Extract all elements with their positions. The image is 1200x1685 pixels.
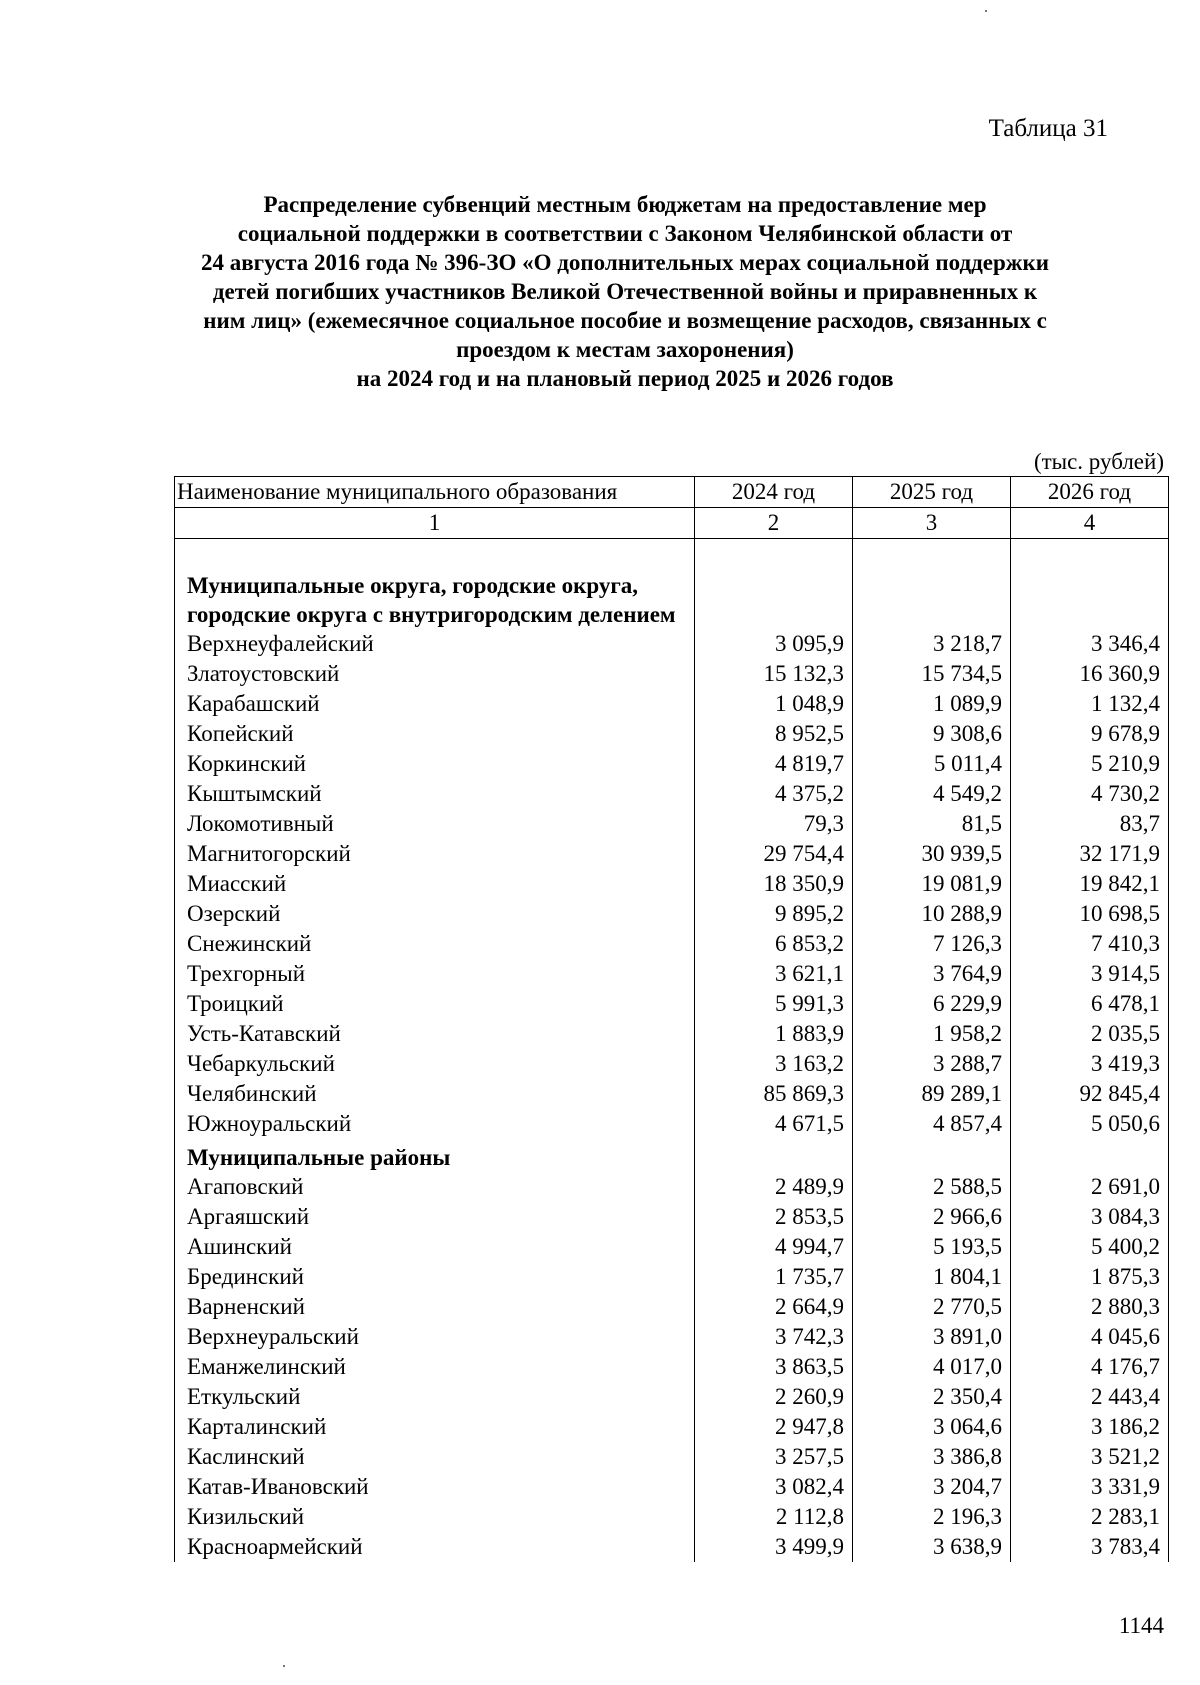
column-number: 3 <box>853 508 1011 539</box>
title-line: проездом к местам захоронения) <box>456 337 794 362</box>
value-2024: 79,3 <box>695 809 853 839</box>
value-2024: 2 489,9 <box>695 1172 853 1202</box>
value-2024: 1 048,9 <box>695 689 853 719</box>
value-2026: 4 730,2 <box>1011 779 1169 809</box>
header-2026: 2026 год <box>1011 477 1169 508</box>
table-row <box>175 1382 1169 1412</box>
table-row <box>175 689 1169 719</box>
value-2025: 6 229,9 <box>853 989 1011 1019</box>
value-2024: 1 883,9 <box>695 1019 853 1049</box>
table-row <box>175 1202 1169 1232</box>
municipality-name: Коркинский <box>175 749 695 779</box>
section-header-row <box>175 1139 1169 1172</box>
value-2024: 3 163,2 <box>695 1049 853 1079</box>
value-2026: 5 400,2 <box>1011 1232 1169 1262</box>
value-2025: 4 017,0 <box>853 1352 1011 1382</box>
value-2026: 3 521,2 <box>1011 1442 1169 1472</box>
table-row <box>175 989 1169 1019</box>
municipality-name: Миасский <box>175 869 695 899</box>
table-number-label: Таблица 31 <box>988 115 1108 142</box>
value-2025: 4 549,2 <box>853 779 1011 809</box>
table-row <box>175 959 1169 989</box>
table-row <box>175 1019 1169 1049</box>
value-2025: 5 011,4 <box>853 749 1011 779</box>
page-number: 1144 <box>1118 1613 1164 1638</box>
value-2024: 3 257,5 <box>695 1442 853 1472</box>
value-2025: 3 386,8 <box>853 1442 1011 1472</box>
value-2024: 4 819,7 <box>695 749 853 779</box>
value-2026: 3 783,4 <box>1011 1532 1169 1562</box>
table-row <box>175 629 1169 659</box>
value-2025: 5 193,5 <box>853 1232 1011 1262</box>
value-2026: 3 186,2 <box>1011 1412 1169 1442</box>
value-2026: 1 875,3 <box>1011 1262 1169 1292</box>
municipality-name: Верхнеуфалейский <box>175 629 695 659</box>
value-2026: 9 678,9 <box>1011 719 1169 749</box>
title-line: на 2024 год и на плановый период 2025 и 2026 годов <box>356 366 894 391</box>
value-2025: 19 081,9 <box>853 869 1011 899</box>
value-2026: 3 914,5 <box>1011 959 1169 989</box>
value-2026: 2 691,0 <box>1011 1172 1169 1202</box>
value-2026: 32 171,9 <box>1011 839 1169 869</box>
value-2025: 2 966,6 <box>853 1202 1011 1232</box>
title-line: 24 августа 2016 года № 396-ЗО «О дополнительных мерах социальной поддержки <box>201 250 1049 275</box>
value-2026: 2 880,3 <box>1011 1292 1169 1322</box>
value-2025: 3 764,9 <box>853 959 1011 989</box>
municipality-name: Златоустовский <box>175 659 695 689</box>
table-row <box>175 839 1169 869</box>
value-2024: 15 132,3 <box>695 659 853 689</box>
value-2025: 1 804,1 <box>853 1262 1011 1292</box>
municipality-name: Верхнеуральский <box>175 1322 695 1352</box>
value-2025: 2 770,5 <box>853 1292 1011 1322</box>
value-2025: 9 308,6 <box>853 719 1011 749</box>
table-row <box>175 1352 1169 1382</box>
section-header-row <box>175 539 1169 630</box>
municipality-name: Чебаркульский <box>175 1049 695 1079</box>
document-title <box>150 190 1100 393</box>
value-2026: 2 443,4 <box>1011 1382 1169 1412</box>
value-2024: 3 082,4 <box>695 1472 853 1502</box>
value-2026: 4 176,7 <box>1011 1352 1169 1382</box>
table-row <box>175 1109 1169 1139</box>
value-2025: 3 218,7 <box>853 629 1011 659</box>
table-row <box>175 1262 1169 1292</box>
header-2024: 2024 год <box>695 477 853 508</box>
value-2024: 2 664,9 <box>695 1292 853 1322</box>
value-2026: 3 419,3 <box>1011 1049 1169 1079</box>
value-2024: 18 350,9 <box>695 869 853 899</box>
value-2024: 5 991,3 <box>695 989 853 1019</box>
table-row <box>175 1292 1169 1322</box>
table-row <box>175 1472 1169 1502</box>
table-row <box>175 899 1169 929</box>
municipality-name: Карталинский <box>175 1412 695 1442</box>
table-row <box>175 809 1169 839</box>
value-2025: 2 350,4 <box>853 1382 1011 1412</box>
section-title: Муниципальные районы <box>175 1139 695 1172</box>
value-2024: 2 947,8 <box>695 1412 853 1442</box>
column-number: 4 <box>1011 508 1169 539</box>
value-2026: 3 084,3 <box>1011 1202 1169 1232</box>
table-body <box>175 539 1169 1563</box>
value-2026: 3 331,9 <box>1011 1472 1169 1502</box>
municipality-name: Еткульский <box>175 1382 695 1412</box>
scan-speck <box>985 10 987 12</box>
value-2024: 3 742,3 <box>695 1322 853 1352</box>
header-municipality: Наименование муниципального образования <box>175 477 695 508</box>
municipality-name: Магнитогорский <box>175 839 695 869</box>
title-line: детей погибших участников Великой Отечественной войны и приравненных к <box>212 279 1038 304</box>
value-2024: 2 853,5 <box>695 1202 853 1232</box>
value-2025: 10 288,9 <box>853 899 1011 929</box>
municipality-name: Варненский <box>175 1292 695 1322</box>
value-2025: 81,5 <box>853 809 1011 839</box>
value-2024: 9 895,2 <box>695 899 853 929</box>
column-number-row <box>175 508 1169 539</box>
table-row <box>175 659 1169 689</box>
value-2026: 3 346,4 <box>1011 629 1169 659</box>
value-2026: 1 132,4 <box>1011 689 1169 719</box>
municipality-name: Карабашский <box>175 689 695 719</box>
value-2026: 92 845,4 <box>1011 1079 1169 1109</box>
value-2025: 3 638,9 <box>853 1532 1011 1562</box>
column-number: 1 <box>175 508 695 539</box>
value-2026: 83,7 <box>1011 809 1169 839</box>
title-line: Распределение субвенций местным бюджетам на предоставление мер <box>263 192 987 217</box>
empty-cell <box>1011 1139 1169 1172</box>
table-row <box>175 749 1169 779</box>
table-row <box>175 1412 1169 1442</box>
value-2025: 1 958,2 <box>853 1019 1011 1049</box>
table-row <box>175 1442 1169 1472</box>
value-2025: 30 939,5 <box>853 839 1011 869</box>
value-2026: 2 283,1 <box>1011 1502 1169 1532</box>
municipality-name: Каслинский <box>175 1442 695 1472</box>
value-2024: 3 863,5 <box>695 1352 853 1382</box>
municipality-name: Усть-Катавский <box>175 1019 695 1049</box>
value-2024: 1 735,7 <box>695 1262 853 1292</box>
value-2024: 8 952,5 <box>695 719 853 749</box>
municipality-name: Красноармейский <box>175 1532 695 1562</box>
municipality-name: Катав-Ивановский <box>175 1472 695 1502</box>
value-2026: 7 410,3 <box>1011 929 1169 959</box>
municipality-name: Копейский <box>175 719 695 749</box>
value-2024: 4 994,7 <box>695 1232 853 1262</box>
municipality-name: Кыштымский <box>175 779 695 809</box>
municipality-name: Еманжелинский <box>175 1352 695 1382</box>
value-2024: 85 869,3 <box>695 1079 853 1109</box>
value-2025: 3 288,7 <box>853 1049 1011 1079</box>
empty-cell <box>853 1139 1011 1172</box>
value-2025: 3 064,6 <box>853 1412 1011 1442</box>
value-2024: 4 375,2 <box>695 779 853 809</box>
units-note: (тыс. рублей) <box>1033 449 1164 474</box>
subvention-table <box>174 476 1169 1562</box>
municipality-name: Локомотивный <box>175 809 695 839</box>
value-2025: 7 126,3 <box>853 929 1011 959</box>
value-2024: 3 095,9 <box>695 629 853 659</box>
empty-cell <box>1011 539 1169 630</box>
value-2024: 2 260,9 <box>695 1382 853 1412</box>
value-2025: 3 204,7 <box>853 1472 1011 1502</box>
value-2024: 29 754,4 <box>695 839 853 869</box>
municipality-name: Ашинский <box>175 1232 695 1262</box>
table-row <box>175 719 1169 749</box>
title-line: социальной поддержки в соответствии с Законом Челябинской области от <box>237 221 1013 246</box>
value-2025: 3 891,0 <box>853 1322 1011 1352</box>
table-row <box>175 779 1169 809</box>
municipality-name: Агаповский <box>175 1172 695 1202</box>
value-2024: 3 499,9 <box>695 1532 853 1562</box>
table-row <box>175 869 1169 899</box>
scan-speck <box>283 1665 285 1667</box>
value-2025: 2 588,5 <box>853 1172 1011 1202</box>
municipality-name: Челябинский <box>175 1079 695 1109</box>
municipality-name: Аргаяшский <box>175 1202 695 1232</box>
municipality-name: Брединский <box>175 1262 695 1292</box>
table-row <box>175 1322 1169 1352</box>
value-2026: 19 842,1 <box>1011 869 1169 899</box>
table-row <box>175 1502 1169 1532</box>
table-row <box>175 929 1169 959</box>
header-row <box>175 477 1169 508</box>
empty-cell <box>853 539 1011 630</box>
value-2025: 89 289,1 <box>853 1079 1011 1109</box>
municipality-name: Озерский <box>175 899 695 929</box>
value-2025: 4 857,4 <box>853 1109 1011 1139</box>
value-2024: 4 671,5 <box>695 1109 853 1139</box>
municipality-name: Южноуральский <box>175 1109 695 1139</box>
municipality-name: Кизильский <box>175 1502 695 1532</box>
title-line: ним лиц» (ежемесячное социальное пособие и возмещение расходов, связанных с <box>203 308 1047 333</box>
value-2025: 15 734,5 <box>853 659 1011 689</box>
value-2025: 2 196,3 <box>853 1502 1011 1532</box>
table-row <box>175 1232 1169 1262</box>
value-2025: 1 089,9 <box>853 689 1011 719</box>
empty-cell <box>695 1139 853 1172</box>
municipality-name: Снежинский <box>175 929 695 959</box>
value-2026: 4 045,6 <box>1011 1322 1169 1352</box>
value-2026: 2 035,5 <box>1011 1019 1169 1049</box>
value-2026: 5 050,6 <box>1011 1109 1169 1139</box>
value-2024: 2 112,8 <box>695 1502 853 1532</box>
value-2026: 6 478,1 <box>1011 989 1169 1019</box>
section-title: Муниципальные округа, городские округа, городские округа с внутригородским делением <box>175 539 695 630</box>
empty-cell <box>695 539 853 630</box>
value-2026: 10 698,5 <box>1011 899 1169 929</box>
value-2024: 3 621,1 <box>695 959 853 989</box>
table-row <box>175 1172 1169 1202</box>
municipality-name: Трехгорный <box>175 959 695 989</box>
value-2024: 6 853,2 <box>695 929 853 959</box>
table-row <box>175 1532 1169 1562</box>
table-row <box>175 1049 1169 1079</box>
value-2026: 5 210,9 <box>1011 749 1169 779</box>
column-number: 2 <box>695 508 853 539</box>
value-2026: 16 360,9 <box>1011 659 1169 689</box>
header-2025: 2025 год <box>853 477 1011 508</box>
table-row <box>175 1079 1169 1109</box>
municipality-name: Троицкий <box>175 989 695 1019</box>
